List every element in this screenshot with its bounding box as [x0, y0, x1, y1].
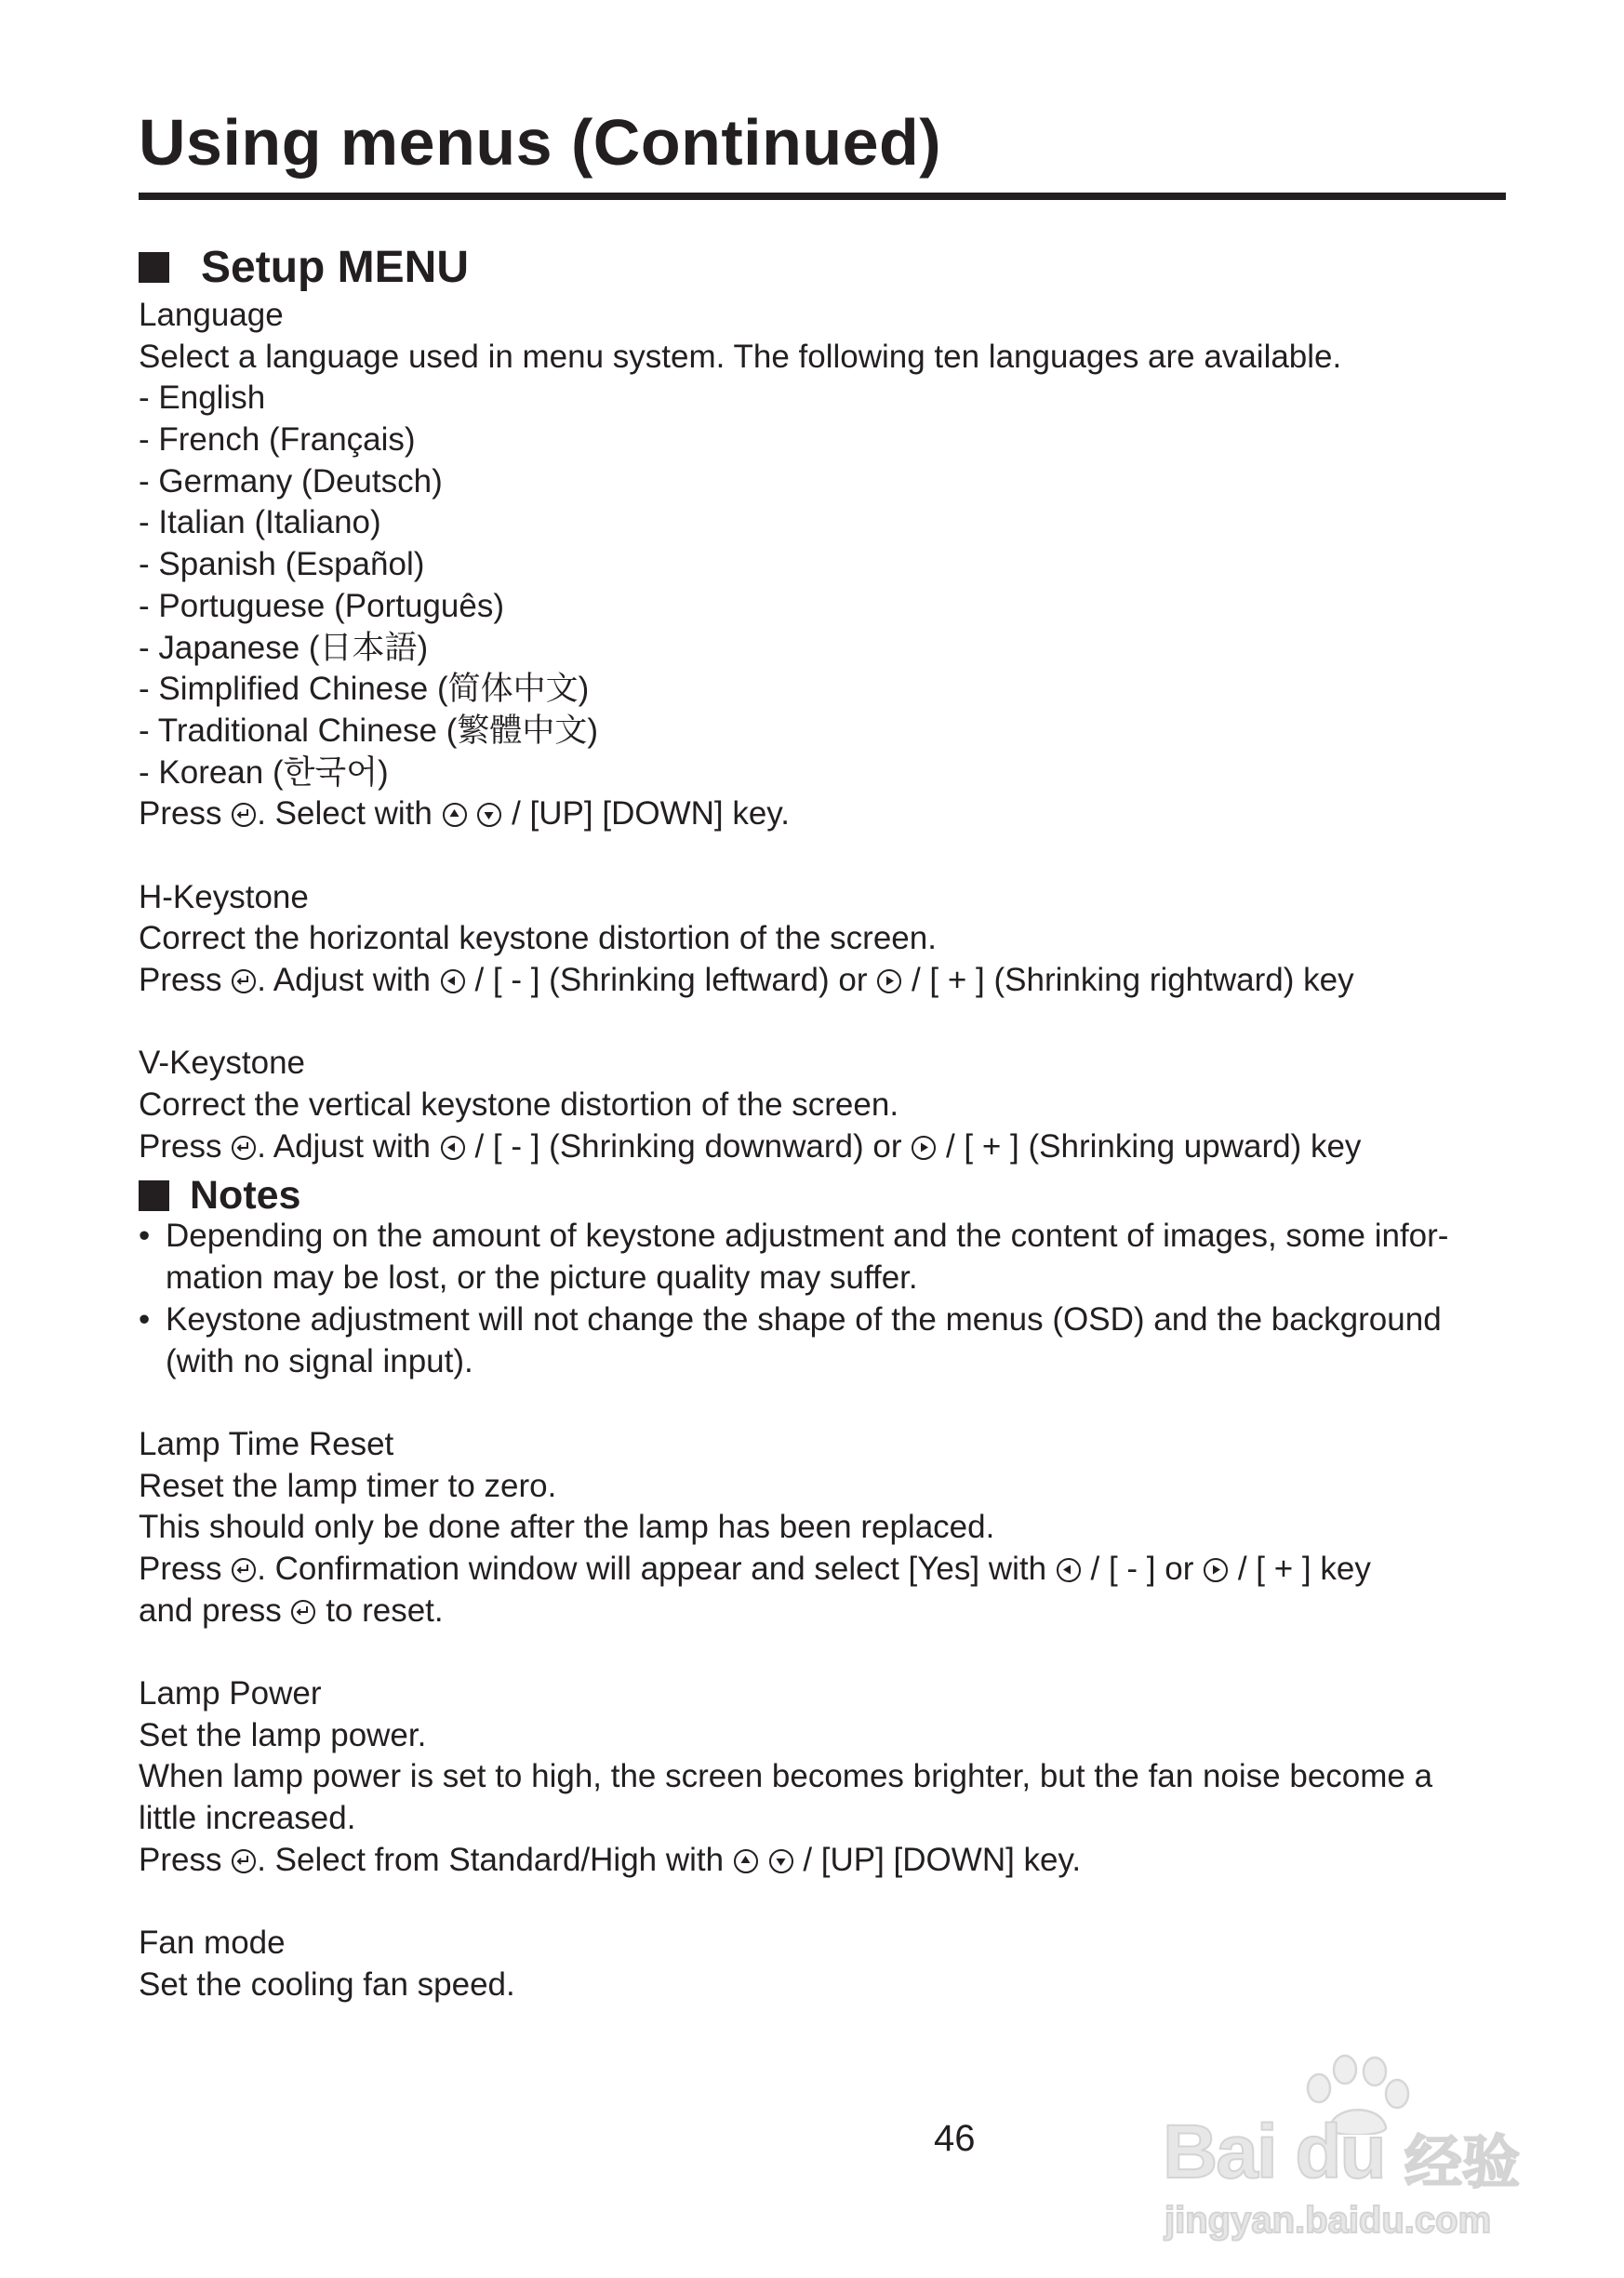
- spacer: [139, 835, 1506, 877]
- language-title: Language: [139, 297, 284, 333]
- instr-text: / [UP] [DOWN] key.: [512, 795, 790, 833]
- instr-text: . Select with: [257, 795, 433, 833]
- enter-icon: [232, 1558, 256, 1582]
- watermark-brand: Bai du: [1163, 2110, 1385, 2194]
- language-item-simplified-chinese: - Simplified Chinese (简体中文): [139, 671, 590, 708]
- instr-text: / [ + ] key: [1237, 1551, 1371, 1587]
- lamp-time-reset-instruction: [139, 1549, 1506, 1591]
- title-rule: [139, 193, 1506, 200]
- instr-text: . Confirmation window will appear and select [Yes] with: [257, 1551, 1047, 1587]
- language-item-italian: - Italian (Italiano): [139, 504, 381, 541]
- left-arrow-icon: [441, 1136, 465, 1160]
- enter-icon: [232, 1849, 256, 1873]
- enter-icon: [232, 803, 256, 827]
- h-keystone-instruction: [139, 960, 1506, 1002]
- square-bullet-icon: [139, 1180, 169, 1211]
- up-arrow-icon: [443, 803, 467, 827]
- baidu-watermark: [1161, 2051, 1551, 2256]
- notes-heading: [139, 1172, 1506, 1218]
- note-line: (with no signal input).: [166, 1342, 473, 1379]
- instr-text: . Adjust with: [257, 962, 431, 998]
- language-item-traditional-chinese: - Traditional Chinese (繁體中文): [139, 712, 599, 749]
- bullet-dot: •: [139, 1218, 151, 1255]
- language-item-german: - Germany (Deutsch): [139, 462, 443, 500]
- language-item-french: - French (Français): [139, 421, 416, 459]
- instr-text: Press: [139, 1551, 222, 1587]
- fan-mode-line: Set the cooling fan speed.: [139, 1965, 515, 2003]
- instr-text: Press: [139, 795, 222, 833]
- language-item-korean: - Korean (한국어): [139, 753, 389, 791]
- lamp-time-reset-line: This should only be done after the lamp has been replaced.: [139, 1509, 995, 1546]
- notes-heading-label: Notes: [190, 1172, 301, 1218]
- lamp-power-instruction: [139, 1840, 1506, 1882]
- instr-text: / [ - ] or: [1090, 1551, 1194, 1587]
- instr-text: Press: [139, 1127, 222, 1165]
- down-arrow-icon: [769, 1849, 793, 1873]
- instr-text: Press: [139, 962, 222, 998]
- h-keystone-title: H-Keystone: [139, 878, 309, 915]
- section-heading-setup-menu: [139, 239, 1506, 295]
- right-arrow-icon: [1204, 1558, 1228, 1582]
- instr-text: / [ - ] (Shrinking leftward) or: [474, 962, 868, 998]
- instr-text: / [ - ] (Shrinking downward) or: [474, 1127, 902, 1165]
- note-line: mation may be lost, or the picture quality may suffer.: [166, 1259, 918, 1297]
- bullet-dot: •: [139, 1300, 151, 1338]
- language-item-portuguese: - Portuguese (Português): [139, 587, 504, 624]
- down-arrow-icon: [477, 803, 501, 827]
- enter-icon: [232, 1136, 256, 1160]
- language-instruction: [139, 793, 1506, 835]
- lamp-power-line: little increased.: [139, 1800, 356, 1837]
- language-description: Select a language used in menu system. The following ten languages are available.: [139, 338, 1342, 375]
- left-arrow-icon: [441, 969, 465, 993]
- h-keystone-description: Correct the horizontal keystone distortion of the screen.: [139, 920, 937, 957]
- left-arrow-icon: [1057, 1558, 1081, 1582]
- enter-icon: [232, 969, 256, 993]
- instr-text: / [UP] [DOWN] key.: [803, 1841, 1082, 1878]
- v-keystone-instruction: [139, 1126, 1506, 1168]
- lamp-power-line: Set the lamp power.: [139, 1716, 427, 1753]
- right-arrow-icon: [877, 969, 901, 993]
- note-item: [139, 1299, 1506, 1382]
- spacer: [139, 1632, 1506, 1673]
- instr-text: and press: [139, 1592, 282, 1629]
- instr-text: . Adjust with: [257, 1127, 431, 1165]
- fan-mode-title: Fan mode: [139, 1925, 286, 1962]
- spacer: [139, 1882, 1506, 1924]
- spacer: [139, 1382, 1506, 1424]
- lamp-time-reset-title: Lamp Time Reset: [139, 1425, 394, 1462]
- lamp-time-reset-instruction-2: [139, 1591, 1506, 1632]
- spacer: [139, 1002, 1506, 1044]
- instr-text: Press: [139, 1841, 222, 1878]
- lamp-time-reset-line: Reset the lamp timer to zero.: [139, 1467, 557, 1504]
- page-title: Using menus (Continued): [139, 106, 942, 179]
- instr-text: to reset.: [326, 1592, 444, 1629]
- note-item: [139, 1216, 1506, 1299]
- watermark-cn: 经验: [1404, 2128, 1521, 2196]
- note-line: Keystone adjustment will not change the shape of the menus (OSD) and the background: [166, 1300, 1442, 1338]
- instr-text: / [ + ] (Shrinking upward) key: [945, 1127, 1362, 1165]
- lamp-power-title: Lamp Power: [139, 1675, 322, 1712]
- language-item-japanese: - Japanese (日本語): [139, 629, 429, 666]
- watermark-url: jingyan.baidu.com: [1165, 2200, 1492, 2241]
- lamp-power-line: When lamp power is set to high, the screen becomes brighter, but the fan noise become a: [139, 1758, 1433, 1795]
- square-bullet-icon: [139, 252, 169, 283]
- language-item-spanish: - Spanish (Español): [139, 546, 425, 583]
- v-keystone-title: V-Keystone: [139, 1045, 305, 1082]
- section-heading-label: Setup MENU: [201, 242, 469, 292]
- instr-text: . Select from Standard/High with: [257, 1841, 725, 1878]
- note-line: Depending on the amount of keystone adjustment and the content of images, some infor-: [166, 1218, 1449, 1255]
- v-keystone-description: Correct the vertical keystone distortion of the screen.: [139, 1086, 899, 1124]
- page-content: [139, 239, 1506, 2006]
- language-item-english: - English: [139, 380, 266, 417]
- enter-icon: [291, 1600, 315, 1624]
- right-arrow-icon: [912, 1136, 936, 1160]
- page-number: 46: [934, 2118, 976, 2159]
- instr-text: / [ + ] (Shrinking rightward) key: [911, 962, 1354, 998]
- up-arrow-icon: [734, 1849, 758, 1873]
